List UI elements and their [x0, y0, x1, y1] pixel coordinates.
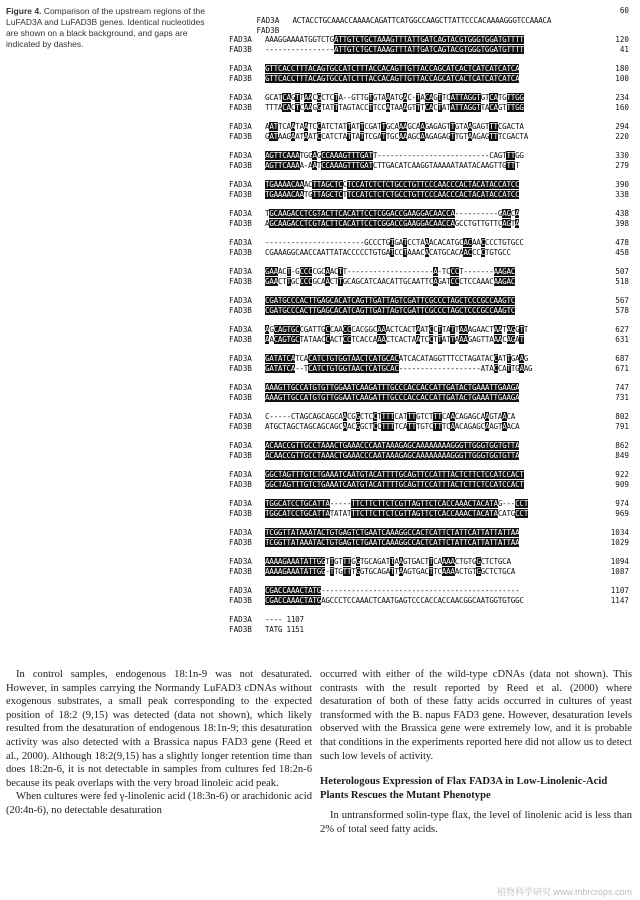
sequence-text: TGAAAACAAACTTAGCTCCTCCATCTCTCTGCCTGTTCCCAACCCACTACATACCATCC [265, 180, 520, 189]
alignment-line [229, 180, 629, 190]
sequence-name: FAD3A [229, 151, 252, 160]
alignment-line [229, 74, 629, 84]
position-number: 60 [619, 6, 629, 15]
alignment-line [229, 238, 629, 248]
position-number: 234 [615, 93, 629, 102]
alignment-line [229, 306, 629, 316]
alignment-line [229, 103, 629, 113]
sequence-text: GGCTAGTTTGTCTGAAATCAATGTACATTTTGCAGTTCCATTTACTCTTCTCCATCCACT [265, 470, 524, 479]
alignment-line [229, 509, 629, 519]
sequence-text: AGTTCAAATGGAGCCAAAGTTTGATT--------------------------CAGTTTGG [265, 151, 524, 160]
position-number: 791 [615, 422, 629, 431]
sequence-text: GATAAGAATAATCCATCTATTATTCGATTGCAAAGCAAGAGAGTTGTAAGAGTTTCGACTA [265, 132, 529, 141]
sequence-text: CGAAAGGCAACCAATTATACCCCCTGTGATCCTAAACACATGCACAACCCCTGTGCC [265, 248, 511, 257]
alignment-block [229, 296, 629, 316]
sequence-text: C-----CTAGCAGCAGCAACGGCTCCTTTTCATTTGTCTTTCAACAGAGCAAGTAACA [265, 412, 516, 421]
sequence-name: FAD3A [229, 35, 252, 44]
position-number: 802 [615, 412, 629, 421]
sequence-text: GCATCAGTTAACGCTCTA--GTTGTGTAAATGAC-TACAGTTCATTAGGTGTCATGTTGG [265, 93, 524, 102]
alignment-line [229, 16, 629, 35]
body-paragraph: When cultures were fed γ-linolenic acid (18:3n-6) or arachidonic acid (20:4n-6), no detectable desaturation [6, 791, 312, 816]
position-number: 220 [615, 132, 629, 141]
sequence-text: ACTACCTGCAAACCAAAACAGATTCATGGCCAAGCTTATTCCCACAAAAGGGTCCAAACA [292, 16, 552, 25]
alignment-line [229, 383, 629, 393]
alignment-line [229, 586, 629, 596]
alignment-line [229, 412, 629, 422]
sequence-text: AGCAAGACCTCGTACTTCACATTCCTCGGACCGAAGGACAACCAGCCTGTTGTTCAGTA [265, 219, 520, 228]
alignment-line [229, 557, 629, 567]
alignment-line [229, 190, 629, 200]
sequence-name: FAD3A [229, 93, 252, 102]
alignment-block [229, 499, 629, 519]
sequence-text: ATGCTAGCTAGCAGCAGCAACGGCTCCTTTTCATTTGTCTTTCAACAGAGCAAGTAACA [265, 422, 520, 431]
sequence-name: FAD3A [229, 528, 252, 537]
sequence-name: FAD3A [229, 296, 252, 305]
sequence-name: FAD3B [229, 480, 252, 489]
sequence-name: FAD3B [229, 45, 252, 54]
alignment-line [229, 93, 629, 103]
sequence-name: FAD3A [229, 354, 252, 363]
position-number: 747 [615, 383, 629, 392]
sequence-name: FAD3B [229, 422, 252, 431]
alignment-line [229, 335, 629, 345]
sequence-text: GTTCACCTTTACAGTGCCATCTTTACCACAGTTGTTACCAGCATCACTCATCATCATCA [265, 74, 520, 83]
alignment-line [229, 441, 629, 451]
body-column-right [320, 668, 632, 837]
alignment-block [229, 180, 629, 200]
position-number: 180 [615, 64, 629, 73]
alignment-line [229, 364, 629, 374]
position-number: 631 [615, 335, 629, 344]
sequence-name: FAD3B [229, 393, 252, 402]
alignment-line [229, 596, 629, 606]
sequence-text: ---- 1107 [265, 615, 304, 624]
position-number: 567 [615, 296, 629, 305]
body-paragraph: occurred with either of the wild-type cDNAs (data not shown). This contrasts with the result reported by Reed et al. (2000) where desaturation of both of these fatty acids occurred in cultures of yeast transformed with the B. napus FAD3 gene. However, desaturation levels observed with the Brassica gene were extremely low, and it is probable that conditions in the experiments reported here did not allow us to detect such low levels of activity. [320, 669, 632, 762]
position-number: 100 [615, 74, 629, 83]
alignment-block [229, 122, 629, 142]
body-column-left [6, 668, 312, 818]
position-number: 390 [615, 180, 629, 189]
figure-caption-text: Comparison of the upstream regions of the LuFAD3A and LuFAD3B genes. Identical nucleotides are shown on a black background, and gaps are indicated by dashes. [6, 6, 205, 49]
alignment-tail [229, 615, 629, 635]
alignment-line [229, 470, 629, 480]
sequence-name: FAD3A [229, 499, 252, 508]
sequence-text: ACAACCGTTGCCTAAACTGAAACCCAATAAAGAGCAAAAAAAAGGGTTGGGTGGTGTTA [265, 451, 520, 460]
sequence-text: AAAGTTGCCATGTGTTGGAATCAAGATTTGCCCACCACCATTGATACTGAAATTGAAGA [265, 393, 520, 402]
sequence-name: FAD3A [229, 180, 252, 189]
sequence-name: FAD3A [229, 209, 252, 218]
sequence-text: AGCAGTGCCGATTGCCAACCCACGGCAAACTCACTAATCCTTATTAAAGAACTAATAGGTT [265, 325, 529, 334]
alignment-line [229, 451, 629, 461]
figure-caption [6, 6, 218, 50]
sequence-name: FAD3A [229, 470, 252, 479]
position-number: 974 [615, 499, 629, 508]
sequence-text: CGATGCCCACTTGAGCACATCAGTTGATTAGTCGATTCGCCCTAGCTCCCGCCAAGTC [265, 296, 516, 305]
alignment-block [229, 325, 629, 345]
alignment-block [229, 383, 629, 403]
sequence-text: GTTCACCTTTACAGTGCCATCTTTACCACAGTTGTTACCAGCATCACTCATCATCATCA [265, 64, 520, 73]
sequence-name: FAD3B [256, 26, 280, 35]
position-number: 398 [615, 219, 629, 228]
sequence-text: GAACTTGCCCCGCAACTTGCAGCATCAACATTGCAATTCAGATCCCTCCAAACAAGAC [265, 277, 516, 286]
alignment-line [229, 499, 629, 509]
sequence-name: FAD3A [229, 412, 252, 421]
position-number: 731 [615, 393, 629, 402]
alignment-line [229, 64, 629, 74]
sequence-text: TGGCATCCTGCATTA-----TTCTTCTTCTCGTTAGTTCTCACCAAACTACATAG---CCT [265, 499, 529, 508]
sequence-name: FAD3B [229, 538, 252, 547]
position-number: 969 [615, 509, 629, 518]
position-number: 41 [619, 45, 629, 54]
alignment-line [229, 480, 629, 490]
alignment-line [229, 248, 629, 258]
position-number: 687 [615, 354, 629, 363]
sequence-name: FAD3A [229, 586, 252, 595]
sequence-name: FAD3B [229, 509, 252, 518]
alignment-line [229, 625, 629, 635]
sequence-text: GAAACT-GCCCCGCAACTT--------------------A-TCCCT-------AAGAC [265, 267, 516, 276]
sequence-name: FAD3A [229, 615, 252, 624]
position-number: 1034 [610, 528, 629, 537]
sequence-text: CGACCAAACTATGAGCCCTCCAAACTCAATGAGTCCCACCACCAACGGCAATGGTGTGGC [265, 596, 524, 605]
alignment-line [229, 132, 629, 142]
sequence-text: TTTACACTCAAGGTATTTAGTACCTTCCATAAAGTTTCACTATATTAGGTTACAGTTTGG [265, 103, 524, 112]
sequence-name: FAD3B [229, 596, 252, 605]
alignment-block [229, 412, 629, 432]
alignment-line [229, 267, 629, 277]
sequence-name: FAD3A [229, 122, 252, 131]
sequence-text: AAAAGAAATATTGG-TTGTTTGGTGCAGATTAAGTGACTTCAAAACTGTGGCTCTGCA [265, 567, 516, 576]
alignment-blocks [229, 35, 629, 606]
alignment-block [229, 267, 629, 287]
alignment-block [229, 151, 629, 171]
section-heading: Heterologous Expression of Flax FAD3A in Low-Linolenic-Acid Plants Rescues the Mutant Phenotype [320, 776, 608, 801]
alignment-line [229, 567, 629, 577]
alignment-block [229, 557, 629, 577]
body-paragraph: In control samples, endogenous 18:1n-9 was not desaturated. However, in samples carrying the Normandy LuFAD3 cDNAs without exogenous substrates, a small peak corresponding to the expected position of 18:2 (9,15) was detected (data not shown), which likely resulted from the desaturation of endogenous 18:1n-9; this desaturation activity was also detected with a Brassica napus FAD3 gene (Reed et al., 2000). Although 18:2(9,15) has a slightly longer retention time than does 18:2n-6, it is not detectable in samples from cultures fed 18:2n-6 because its peak overlaps with the very broad linoleic acid peak. [6, 669, 312, 789]
sequence-name: FAD3B [229, 567, 252, 576]
sequence-name: FAD3B [229, 132, 252, 141]
position-number: 338 [615, 190, 629, 199]
body-paragraph: In untransformed solin-type flax, the level of linolenic acid is less than 2% of total seed fatty acids. [320, 810, 632, 835]
sequence-name: FAD3B [229, 219, 252, 228]
position-number: 578 [615, 306, 629, 315]
sequence-text: CGATGCCCACTTGAGCACATCAGTTGATTAGTCGATTCGCCCTAGCTCCCGCCAAGTC [265, 306, 516, 315]
sequence-name: FAD3A [229, 441, 252, 450]
position-number: 1094 [610, 557, 629, 566]
alignment-line [229, 161, 629, 171]
sequence-text: TGCAAGACCTCGTACTTCACATTCCTCGGACCGAAGGACAACCA----------GAGCA [265, 209, 520, 218]
sequence-text: ACAACCGTTGCCTAAACTGAAACCCAATAAAGAGCAAAAAAAAGGGTTGGGTGGTGTTA [265, 441, 520, 450]
alignment-line [229, 219, 629, 229]
sequence-name: FAD3B [229, 364, 252, 373]
alignment-line [229, 6, 629, 25]
sequence-name: FAD3B [229, 625, 252, 634]
alignment-line [229, 277, 629, 287]
sequence-text: TGAAAACAATGTTAGCTCTTCCATCTCTCTGCCTGTTCCCAACCCACTACATACCATCC [265, 190, 520, 199]
sequence-name: FAD3B [229, 306, 252, 315]
position-number: 120 [615, 35, 629, 44]
sequence-text: AAAGGAAAATGGTCTGATTGTCTGCTAAAGTTTATTGATCAGTACGTGGGTGGATGTTTT [265, 35, 524, 44]
sequence-name: FAD3B [229, 451, 252, 460]
sequence-text: ----------------ATTGTCTGCTAAAGTTTATTGATCAGTACGTGGGTGGATGTTTT [265, 45, 524, 54]
alignment-block [229, 441, 629, 461]
position-number: 1087 [610, 567, 629, 576]
alignment-line [229, 354, 629, 364]
position-number: 294 [615, 122, 629, 131]
alignment-block [229, 586, 629, 606]
position-number: 458 [615, 248, 629, 257]
sequence-alignment [229, 6, 629, 635]
alignment-line [229, 615, 629, 625]
sequence-name: FAD3A [229, 64, 252, 73]
alignment-block [229, 470, 629, 490]
sequence-name: FAD3B [229, 190, 252, 199]
alignment-block [229, 354, 629, 374]
sequence-name: FAD3B [229, 74, 252, 83]
alignment-line [229, 422, 629, 432]
alignment-line [229, 296, 629, 306]
figure-label: Figure 4. [6, 6, 42, 16]
sequence-text: AATTCAATAATCCATCTATTATTCGATTGCAAAGCAAGAGAGTTGTAAGAGTTTCGACTA [265, 122, 524, 131]
alignment-block [229, 64, 629, 84]
alignment-line [229, 325, 629, 335]
sequence-name: FAD3B [229, 248, 252, 257]
position-number: 627 [615, 325, 629, 334]
sequence-name: FAD3B [229, 277, 252, 286]
position-number: 438 [615, 209, 629, 218]
position-number: 330 [615, 151, 629, 160]
alignment-line [229, 528, 629, 538]
alignment-block [229, 528, 629, 548]
position-number: 507 [615, 267, 629, 276]
alignment-block [229, 93, 629, 113]
sequence-name: FAD3B [229, 103, 252, 112]
position-number: 160 [615, 103, 629, 112]
sequence-text: GATATCATCACATCTGTGGTAACTCATGCACATCACATAGGTTTCCTAGATACCATTGAAG [265, 354, 529, 363]
sequence-name: FAD3A [229, 325, 252, 334]
position-number: 1147 [610, 596, 629, 605]
sequence-name: FAD3A [229, 267, 252, 276]
position-number: 279 [615, 161, 629, 170]
alignment-line [229, 209, 629, 219]
watermark: 植物科学研究 www.mbrcrops.com [496, 887, 632, 897]
alignment-block [229, 35, 629, 55]
alignment-line [229, 122, 629, 132]
alignment-line [229, 45, 629, 55]
alignment-block [229, 209, 629, 229]
alignment-line [229, 538, 629, 548]
position-number: 1107 [610, 586, 629, 595]
sequence-text: AGTTCAAAA-AATCCAAAGTTTGATCTTGACATCAAGGTAAAAATAATACAAGTTGTTT [265, 161, 520, 170]
position-number: 922 [615, 470, 629, 479]
alignment-line [229, 393, 629, 403]
position-number: 1029 [610, 538, 629, 547]
sequence-name: FAD3B [229, 335, 252, 344]
sequence-text: -----------------------GCCCTGTGATCCTAAACACATGCACAACCCCTGTGCC [265, 238, 524, 247]
position-number: 671 [615, 364, 629, 373]
sequence-text: CGACCAAACTATG---------------------------------------------- [265, 586, 520, 595]
sequence-name: FAD3A [256, 16, 280, 25]
position-number: 909 [615, 480, 629, 489]
sequence-name: FAD3B [229, 161, 252, 170]
sequence-text: GATATCA--TCATCTGTGGTAACTCATGCAC-------------------ATACCATTGAAG [265, 364, 533, 373]
sequence-text: TATG 1151 [265, 625, 304, 634]
sequence-name: FAD3A [229, 238, 252, 247]
alignment-line [229, 151, 629, 161]
position-number: 849 [615, 451, 629, 460]
sequence-text: TCGGTTATAAATACTGTGAGTCTGAATCAAAGGCCACTCATTCTATTCATTATTATTAA [265, 528, 520, 537]
alignment-line [229, 35, 629, 45]
position-number: 518 [615, 277, 629, 286]
sequence-text: AAAGTTGCCATGTGTTGGAATCAAGATTTGCCCACCACCATTGATACTGAAATTGAAGA [265, 383, 520, 392]
sequence-text: AACAGTGCTATAACCACTCCTCACCAAACTCACTAATCCTTATTAAAGAGTTAAACAGAT [265, 335, 524, 344]
sequence-text: GGCTAGTTTGTCTGAAATCAATGTACATTTTGCAGTTCCATTTACTCTTCTCCATCCACT [265, 480, 524, 489]
position-number: 478 [615, 238, 629, 247]
position-number: 862 [615, 441, 629, 450]
sequence-name: FAD3A [229, 557, 252, 566]
sequence-text: AAAAGAAATATTGGTTGTTTGGTGCAGATTAAGTGACTTCAAAACTGTGGCTCTGCA [265, 557, 511, 566]
sequence-name: FAD3A [229, 383, 252, 392]
sequence-text: TCGGTTATAAATACTGTGAGTCTGAATCAAAGGCCACTCATTCTATTCATTATTATTAA [265, 538, 520, 547]
sequence-text: TGGCATCCTGCATTATATATTTCTTCTTCTCGTTAGTTCTCACCAAACTACATACATGCCT [265, 509, 529, 518]
alignment-block [229, 238, 629, 258]
